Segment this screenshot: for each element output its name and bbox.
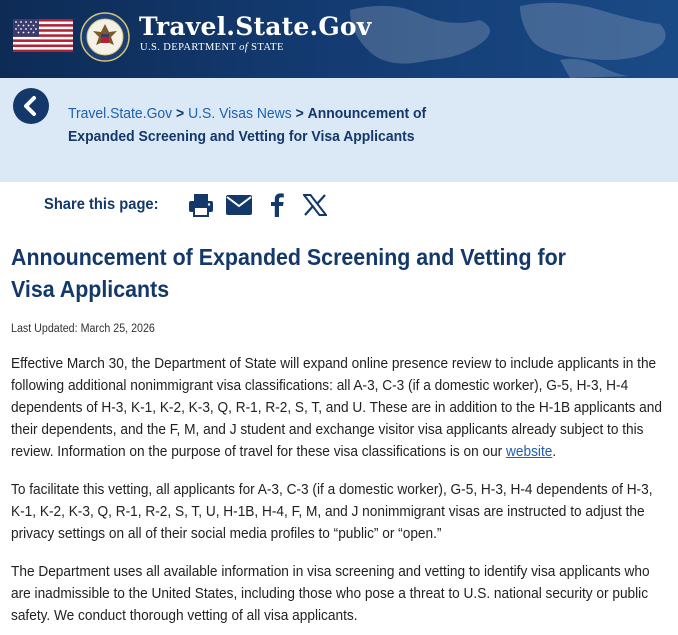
article-paragraph: The Department uses all available information in visa screening and vetting to identify visa applicants who are inadmissible to the United States, including those who pose a threat to U.S. national security or public safety. We conduct thorough vetting of all visa applicants.: [11, 564, 650, 624]
state-seal-icon: [80, 12, 130, 62]
facebook-icon[interactable]: [264, 192, 290, 218]
site-title[interactable]: Travel.State.Gov: [139, 12, 372, 41]
site-header: [0, 0, 678, 78]
back-arrow-icon: [20, 95, 42, 117]
breadcrumb-separator: >: [295, 105, 304, 122]
share-label: Share this page:: [44, 196, 159, 213]
breadcrumb-separator: >: [176, 105, 185, 122]
x-icon[interactable]: [302, 192, 328, 218]
breadcrumb-bar: [0, 78, 678, 182]
breadcrumb-current: Announcement of Expanded Screening and Vetting for Visa Applicants: [68, 105, 427, 145]
email-icon[interactable]: [226, 192, 252, 218]
breadcrumb-item-visas-news[interactable]: U.S. Visas News: [188, 105, 292, 122]
world-map-icon: [330, 0, 678, 78]
article-paragraph: To facilitate this vetting, all applicants for A-3, C-3 (if a domestic worker), G-5, H-3, H-4 dependents of H-3, K-1, K-2, K-3, Q, R-1, R-2, S, T, U, H-1B, H-4, F, M, and J nonimmigrant visas are instructed to adjust the privacy settings on all of their social media profiles to “public” or “open.”: [11, 482, 653, 542]
breadcrumb: [68, 102, 487, 148]
paragraph-text: Effective March 30, the Department of State will expand online presence review to include applicants in the following additional nonimmigrant visa classifications: all A-3, C-3 (if a domestic worker), G-5, H-3, H-4 dependents of H-3, K-1, K-2, K-3, Q, R-1, R-2, S, T, and U. These are in addition to the H-1B applicants and their dependents, and the F, M, and J student and exchange visitor visa applicants already subject to this review. Information on the purpose of travel for these visa classifications is on our: [11, 356, 662, 460]
us-flag-icon: [13, 19, 73, 52]
article-paragraph: [11, 353, 669, 463]
print-icon[interactable]: [188, 192, 214, 218]
last-updated: Last Updated: March 25, 2026: [11, 323, 155, 335]
department-subtitle: U.S. DEPARTMENT of STATE: [140, 42, 284, 53]
share-bar: [44, 190, 340, 220]
website-link[interactable]: website: [506, 444, 553, 460]
breadcrumb-item-home[interactable]: Travel.State.Gov: [68, 105, 173, 122]
page-title: Announcement of Expanded Screening and Vetting for Visa Applicants: [11, 244, 567, 302]
back-button[interactable]: [13, 88, 49, 124]
paragraph-end: .: [552, 444, 557, 460]
